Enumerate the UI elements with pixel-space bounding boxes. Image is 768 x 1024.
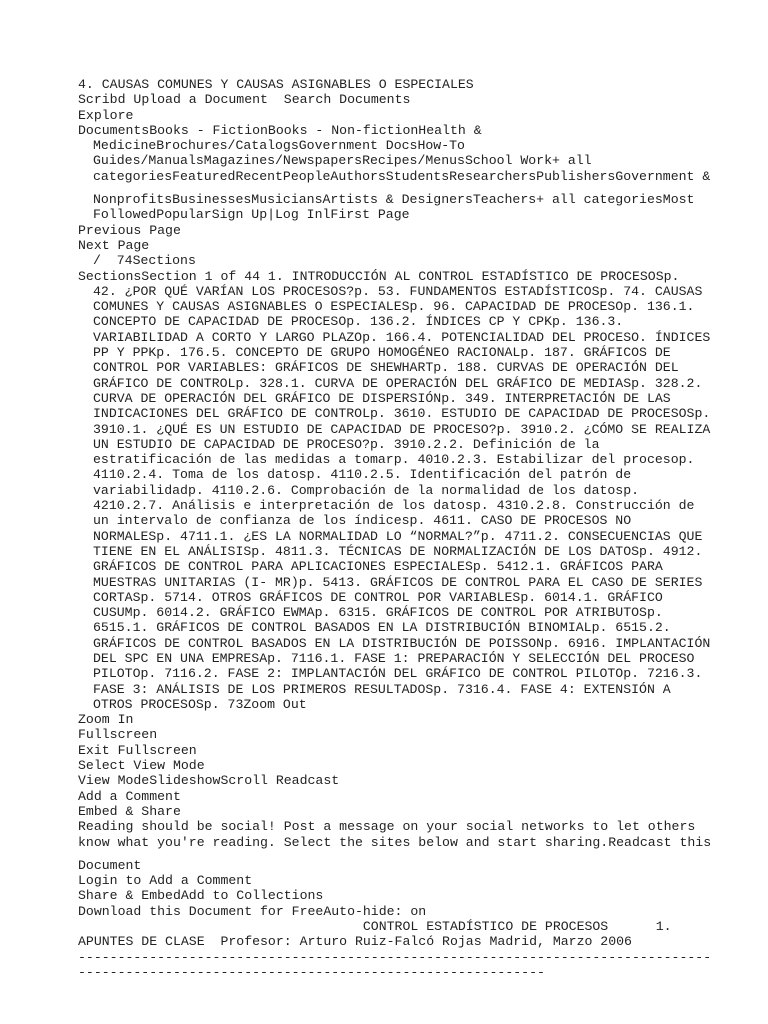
categories-line[interactable]: DocumentsBooks - FictionBooks - Non-fictionHealth & [78, 122, 482, 138]
sections-line[interactable]: NORMALESp. 4711.1. ¿ES LA NORMALIDAD LO “NORMAL?”p. 4711.2. CONSECUENCIAS QUE [93, 528, 703, 544]
upload-document-link[interactable]: Upload a Document [133, 92, 268, 108]
sections-line[interactable]: CORTASp. 5714. OTROS GRÁFICOS DE CONTROL POR VARIABLESp. 6014.1. GRÁFICO [93, 589, 663, 605]
sections-line[interactable]: un intervalo de confianza de los índicesp. 4611. CASO DE PROCESOS NO [93, 513, 632, 529]
sections-line[interactable]: 4110.2.4. Toma de los datosp. 4110.2.5. Identificación del patrón de [93, 467, 632, 483]
categories-line[interactable]: MedicineBrochures/CatalogsGovernment DocsHow-To [93, 138, 465, 154]
sections-line[interactable]: MUESTRAS UNITARIAS (I- MR)p. 5413. GRÁFICOS DE CONTROL PARA EL CASO DE SERIES [93, 574, 703, 590]
login-comment-link[interactable]: Login to Add a Comment [78, 873, 253, 889]
fullscreen-button[interactable]: Fullscreen [78, 727, 158, 743]
sections-line[interactable]: 4210.2.7. Análisis e interpretación de los datosp. 4310.2.8. Construcción de [93, 498, 695, 514]
sections-line[interactable]: TIENE EN EL ANÁLISISp. 4811.3. TÉCNICAS DE NORMALIZACIÓN DE LOS DATOSp. 4912. [93, 543, 703, 559]
categories-line[interactable]: NonprofitsBusinessesMusiciansArtists & DesignersTeachers+ all categoriesMost [93, 192, 695, 208]
categories-menu [78, 123, 754, 223]
next-page-button[interactable]: Next Page [78, 237, 150, 253]
sections-line[interactable]: estratificación de las medidas a tomarp. 4010.2.3. Estabilizar del procesop. [93, 452, 695, 468]
sections-line[interactable]: 6515.1. GRÁFICOS DE CONTROL BASADOS EN LA DISTRIBUCIÓN BINOMIALp. 6515.2. [93, 620, 671, 636]
exit-fullscreen-button[interactable]: Exit Fullscreen [78, 742, 197, 758]
social-message [78, 819, 754, 850]
page-count: / 74Sections [93, 253, 196, 269]
document-heading: 4. CAUSAS COMUNES Y CAUSAS ASIGNABLES O ESPECIALES [78, 77, 474, 92]
categories-line[interactable]: Guides/ManualsMagazines/NewspapersRecipes/MenusSchool Work+ all [93, 153, 592, 169]
sections-line[interactable]: CUSUMp. 6014.2. GRÁFICO EWMAp. 6315. GRÁFICOS DE CONTROL POR ATRIBUTOSp. [93, 605, 663, 621]
document-title: CONTROL ESTADÍSTICO DE PROCESOS 1. [78, 919, 672, 935]
embed-share-button[interactable]: Embed & Share [78, 803, 181, 819]
sections-line[interactable]: VARIABILIDAD A CORTO Y LARGO PLAZOp. 166.4. POTENCIALIDAD DEL PROCESO. ÍNDICES [93, 329, 711, 345]
view-mode-options[interactable]: View ModeSlideshowScroll Readcast [78, 773, 340, 789]
share-collections-link[interactable]: Share & EmbedAdd to Collections [78, 888, 324, 904]
sections-line[interactable]: 3910.1. ¿QUÉ ES UN ESTUDIO DE CAPACIDAD DE PROCESO?p. 3910.2. ¿CÓMO SE REALIZA [93, 421, 711, 437]
sections-line[interactable]: GRÁFICOS DE CONTROL PARA APLICACIONES ESPECIALESp. 5412.1. GRÁFICOS PARA [93, 559, 663, 575]
scribd-logo-link[interactable]: Scribd [78, 92, 126, 108]
sections-line[interactable]: INDICACIONES DEL GRÁFICO DE CONTROLp. 3610. ESTUDIO DE CAPACIDAD DE PROCESOSp. [93, 406, 711, 422]
sections-line[interactable]: FASE 3: ANÁLISIS DE LOS PRIMEROS RESULTADOSp. 7316.4. FASE 4: EXTENSIÓN A [93, 681, 671, 697]
sections-line[interactable]: SectionsSection 1 of 44 1. INTRODUCCIÓN AL CONTROL ESTADÍSTICO DE PROCESOSp. [78, 268, 680, 284]
sections-line[interactable]: variabilidadp. 4110.2.6. Comprobación de la normalidad de los datosp. [93, 482, 640, 498]
sections-line[interactable]: CURVA DE OPERACIÓN DEL GRÁFICO DE DISPERSIÓNp. 349. INTERPRETACIÓN DE LAS [93, 390, 671, 406]
sections-line[interactable]: OTROS PROCESOSp. 73Zoom Out [93, 696, 307, 712]
sections-line[interactable]: 42. ¿POR QUÉ VARÍAN LOS PROCESOS?p. 53. FUNDAMENTOS ESTADÍSTICOSp. 74. CAUSAS [93, 283, 703, 299]
social-line: know what you're reading. Select the sites below and start sharing.Readcast this [78, 834, 712, 850]
search-documents-link[interactable]: Search Documents [283, 92, 411, 108]
social-line: Reading should be social! Post a message on your social networks to let others [78, 819, 696, 835]
document-author: APUNTES DE CLASE Profesor: Arturo Ruiz-Falcó Rojas Madrid, Marzo 2006 [78, 934, 632, 950]
sections-line[interactable]: PILOTOp. 7116.2. FASE 2: IMPLANTACIÓN DEL GRÁFICO DE CONTROL PILOTOp. 7216.3. [93, 666, 703, 682]
previous-page-button[interactable]: Previous Page [78, 222, 181, 238]
sections-line[interactable]: UN ESTUDIO DE CAPACIDAD DE PROCESO?p. 3910.2.2. Definición de la [93, 436, 600, 452]
sections-line[interactable]: GRÁFICOS DE CONTROL BASADOS EN LA DISTRIBUCIÓN DE POISSONp. 6916. IMPLANTACIÓN [93, 635, 711, 651]
sections-line[interactable]: CONCEPTO DE CAPACIDAD DE PROCESOp. 136.2. ÍNDICES CP Y CPKp. 136.3. [93, 314, 624, 330]
sections-line[interactable]: GRÁFICO DE CONTROLp. 328.1. CURVA DE OPERACIÓN DEL GRÁFICO DE MEDIASp. 328.2. [93, 375, 703, 391]
explore-link[interactable]: Explore [78, 107, 134, 123]
download-document-link[interactable]: Download this Document for FreeAuto-hide: on [78, 903, 427, 919]
divider-rule: -------------------------------------------------------------------------------- [78, 949, 712, 965]
select-view-mode-button[interactable]: Select View Mode [78, 758, 205, 774]
readcast-document-link[interactable]: Document [78, 857, 142, 873]
add-comment-button[interactable]: Add a Comment [78, 788, 181, 804]
sections-list [78, 269, 754, 713]
top-navigation [78, 92, 754, 107]
document-header [78, 919, 754, 980]
categories-line[interactable]: FollowedPopularSign Up|Log InlFirst Page [93, 207, 410, 223]
sections-line[interactable]: COMUNES Y CAUSAS ASIGNABLES O ESPECIALESp. 96. CAPACIDAD DE PROCESOp. 136.1. [93, 299, 695, 315]
sections-line[interactable]: DEL SPC EN UNA EMPRESAp. 7116.1. FASE 1: PREPARACIÓN Y SELECCIÓN DEL PROCESO [93, 650, 695, 666]
categories-line[interactable]: categoriesFeaturedRecentPeopleAuthorsStudentsResearchersPublishersGovernment & [93, 168, 711, 184]
sections-line[interactable]: CONTROL POR VARIABLES: GRÁFICOS DE SHEWHARTp. 188. CURVAS DE OPERACIÓN DEL [93, 360, 679, 376]
document-text-page [78, 77, 754, 980]
divider-rule: ----------------------------------------------------------- [78, 964, 545, 980]
zoom-in-button[interactable]: Zoom In [78, 712, 134, 728]
sections-line[interactable]: PP Y PPKp. 176.5. CONCEPTO DE GRUPO HOMOGÉNEO RACIONALp. 187. GRÁFICOS DE [93, 345, 671, 361]
